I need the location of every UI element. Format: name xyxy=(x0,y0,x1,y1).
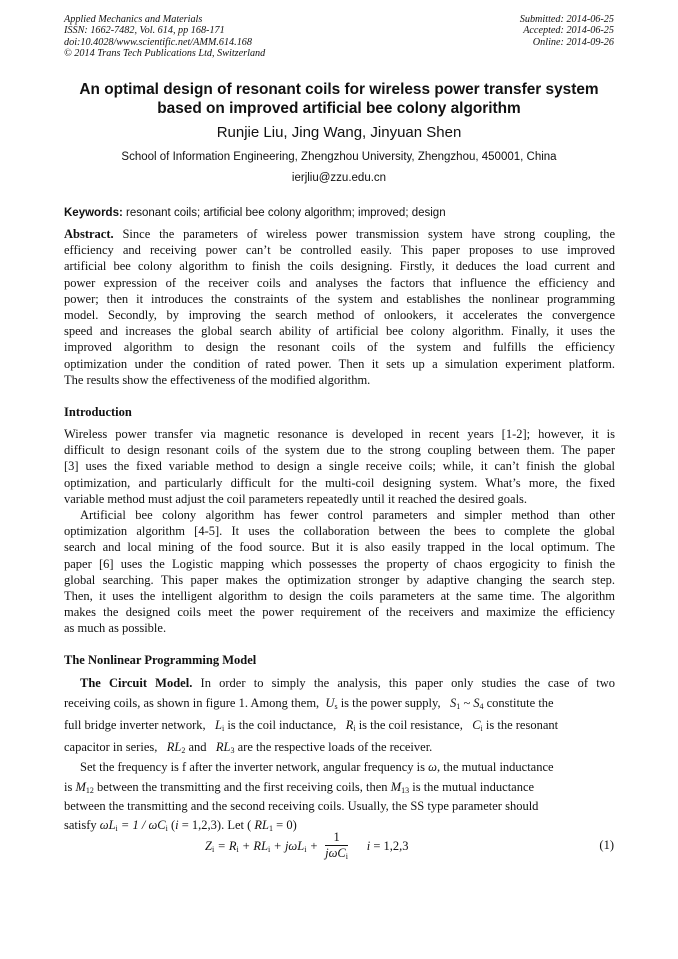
frequency-line-3: between the transmitting and the second receiving coils. Usually, the SS type parameter should xyxy=(64,799,539,813)
abstract-line: power; then it introduces the constraints of the system and establishes the nonlinear programming xyxy=(64,291,615,306)
title-line-2: based on improved artificial bee colony algorithm xyxy=(157,99,521,117)
intro-line: variable method must adjust the coil parameters repeatedly until it reached the desired goals. xyxy=(64,491,528,506)
intro-line: [3] uses the fixed variable method to design a single receive coils; while, it can’t finish the global xyxy=(64,459,615,474)
symbol-omega: ω xyxy=(428,760,437,774)
journal-issn: ISSN: 1662-7482, Vol. 614, pp 168-171 xyxy=(64,25,225,37)
abstract-line: speed and increases the global search ability of artificial bee colony algorithm. Finally, it uses the xyxy=(64,324,615,339)
symbol-ri: $R_i$ xyxy=(345,718,356,733)
paper-title xyxy=(48,81,630,118)
symbol-ci: $C_i$ xyxy=(472,718,483,733)
journal-copyright: © 2014 Trans Tech Publications Ltd, Switzerland xyxy=(64,48,266,60)
keywords-label: Keywords: xyxy=(64,207,123,219)
intro-line: paper [6] uses the Logistic mapping which possesses the property of chaos ergogicity to finish the xyxy=(64,556,615,571)
circuit-model-line-3: full bridge inverter network, $L_i$ is the coil inductance, $R_i$ is the coil resistance, $C_i$ is the resonant xyxy=(64,718,559,733)
abstract-line: efficiency and receiving power can’t be controlled easily. This paper proposes to use improved xyxy=(64,243,615,258)
symbol-m12: $M_{12}$ xyxy=(75,780,94,795)
intro-line: global searching. This paper makes the optimization stronger by adaptive changing the search step. xyxy=(64,572,615,587)
intro-line: search and local mining of the food source. But it is also easily trapped in the local optimum. The xyxy=(64,540,615,555)
circuit-model-label: The Circuit Model. xyxy=(80,676,193,690)
intro-line: Artificial bee colony algorithm has fewer control parameters and simpler method than other xyxy=(80,508,615,522)
symbol-m13: $M_{13}$ xyxy=(390,780,410,795)
introduction-paragraph-2 xyxy=(64,507,615,637)
journal-info-block xyxy=(64,14,265,60)
intro-line: Wireless power transfer via magnetic resonance is developed in recent years [1-2]; however, it is xyxy=(64,427,615,441)
circuit-model-line-4: capacitor in series, $RL_2$ and $RL_3$ are the respective loads of the receiver. xyxy=(64,740,433,755)
authors: Runjie Liu, Jing Wang, Jinyuan Shen xyxy=(216,124,462,141)
abstract-line: optimization under the condition of rated power. Then it sets up a simulation experiment platform. xyxy=(64,356,615,371)
abstract xyxy=(64,226,615,388)
symbol-us: $U_s$ xyxy=(325,696,338,711)
intro-line: optimization algorithm [4-5]. It uses the collaboration between the bees to complete the global xyxy=(64,524,615,539)
equation-number: (1) xyxy=(599,838,614,852)
symbol-rl2: $RL_2$ xyxy=(166,740,186,755)
rl1-condition: $RL_1$ xyxy=(254,818,274,833)
circuit-model-line-2: receiving coils, as shown in figure 1. Among them, $U_s$ is the power supply, $S_1$ ~ $S_4$ constitute the xyxy=(64,696,554,711)
frequency-line-4: satisfy $\omega L_i = 1 / \omega C_i$ (i = 1,2,3). Let ( $RL_1 = 0$) xyxy=(64,818,297,833)
abstract-line: Abstract. Since the parameters of wireless power transmission system have strong coupling, the xyxy=(64,227,615,241)
equation-1: $Z_i = R_i + RL_i + j\omega L_i$ + $\frac{1}{j\omega C_i}$ i = 1,2,3 xyxy=(205,830,409,870)
online-date: Online: 2014-09-26 xyxy=(532,36,614,48)
accepted-date: Accepted: 2014-06-25 xyxy=(523,25,614,37)
abstract-line: improved algorithm to design the resonant coils of the system and fulfills the efficiency xyxy=(64,340,615,355)
introduction-paragraph-1 xyxy=(64,426,615,507)
dates-block xyxy=(520,14,614,48)
intro-line: difficult to design resonant coils of the system due to the strong coupling between them. The paper xyxy=(64,443,615,458)
intro-line: as much as possible. xyxy=(64,621,167,636)
intro-line: optimization, and particularly difficult for the multi-coil designing system. What’s more, the fixed xyxy=(64,475,615,490)
author-email[interactable]: ierjliu@zzu.edu.cn xyxy=(291,172,387,184)
resonance-condition: $\omega L_i = 1 / \omega C_i$ xyxy=(99,818,168,833)
nlp-heading: The Nonlinear Programming Model xyxy=(64,653,257,667)
title-line-1: An optimal design of resonant coils for wireless power transfer system xyxy=(79,81,599,98)
symbol-rl3: $RL_3$ xyxy=(215,740,235,755)
frequency-line-2: is $M_{12}$ between the transmitting and the first receiving coils, then $M_{13}$ is the mutual inductance xyxy=(64,780,535,795)
introduction-heading: Introduction xyxy=(64,405,132,419)
abstract-line: artificial bee colony algorithm to finish the coils designing. Firstly, it deduces the load current and xyxy=(64,259,615,274)
keywords xyxy=(64,206,615,220)
intro-line: makes the designed coils meet the power requirement of the receivers and maximize the efficiency xyxy=(64,605,615,620)
abstract-line: The results show the effectiveness of the modified algorithm. xyxy=(64,372,371,387)
circuit-model-line-1: The Circuit Model. In order to simply the analysis, this paper only studies the case of two xyxy=(80,676,615,690)
intro-line: Then, it uses the intelligent algorithm to design the coils parameters at the same time. The algorithm xyxy=(64,588,615,603)
abstract-line: model. Secondly, by improving the search method of onlookers, it accelerates the convergence xyxy=(64,307,615,322)
journal-name: Applied Mechanics and Materials xyxy=(64,14,203,25)
symbol-li: $L_i$ xyxy=(215,718,225,733)
symbol-s1-s4: $S_1$ ~ $S_4$ xyxy=(449,696,484,711)
abstract-label: Abstract. xyxy=(64,227,114,241)
affiliation: School of Information Engineering, Zhengzhou University, Zhengzhou, 450001, China xyxy=(121,151,557,163)
journal-doi: doi:10.4028/www.scientific.net/AMM.614.168 xyxy=(64,36,252,48)
equation-fraction: $\frac{1}{j\omega C_i}$ xyxy=(325,830,348,861)
frequency-line-1: Set the frequency is f after the inverter network, angular frequency is ω, the mutual inductance xyxy=(80,760,554,774)
submitted-date: Submitted: 2014-06-25 xyxy=(519,14,614,25)
keywords-text: resonant coils; artificial bee colony algorithm; improved; design xyxy=(122,207,446,219)
abstract-line: power expression of the receiver coils and analyses the factors that influence the efficiency and xyxy=(64,275,615,290)
